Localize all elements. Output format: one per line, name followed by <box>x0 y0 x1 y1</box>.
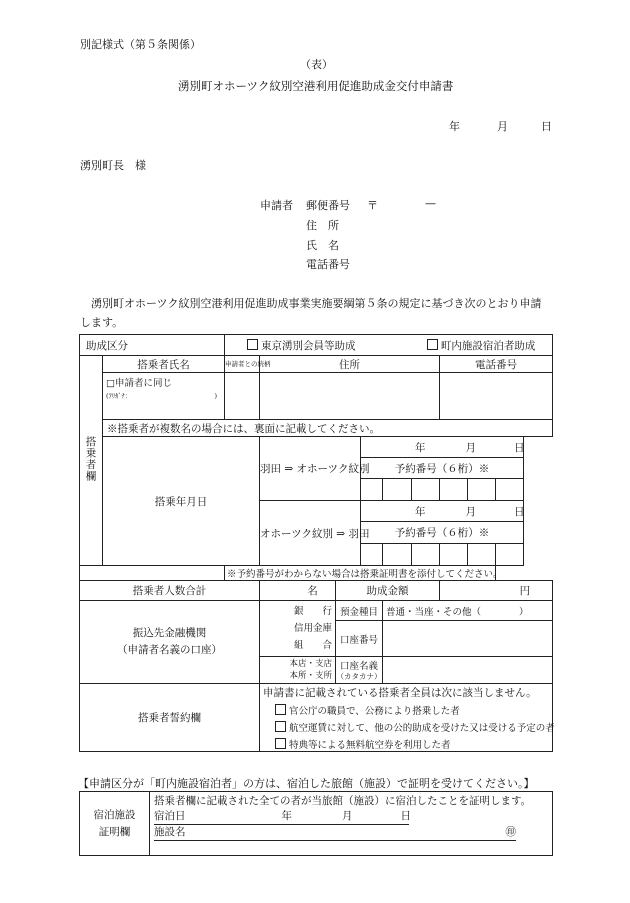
relation-cell[interactable] <box>225 373 260 420</box>
grant-amount-cell[interactable]: 円 <box>440 581 553 601</box>
deposit-type-value[interactable]: 普通・当座・その他（ ） <box>383 601 553 621</box>
grant-amount-label: 助成金額 <box>336 581 440 601</box>
checkbox[interactable] <box>275 738 286 749</box>
reservation-note: ※予約番号がわからない場合は搭乗証明書を添付してください。 <box>225 566 496 581</box>
application-table <box>79 334 553 752</box>
outbound-reservation-digit[interactable] <box>468 479 496 501</box>
address-label: 住 所 <box>306 219 339 232</box>
facility-name-field[interactable]: 施設名 ㊞ <box>154 825 516 841</box>
outbound-reservation-digit[interactable] <box>412 479 440 501</box>
postal-dash: — <box>425 197 436 210</box>
date-day: 日 <box>541 120 552 133</box>
same-as-applicant[interactable]: □申請者に同じ <box>106 378 172 389</box>
checkbox[interactable] <box>427 339 438 350</box>
stay-date-field[interactable]: 宿泊日 年 月 日 <box>154 809 409 825</box>
outbound-reservation-label: 予約番号（６桁）※ <box>361 458 524 479</box>
return-reservation-digit[interactable] <box>468 544 496 566</box>
lodging-cert-cell <box>150 792 553 856</box>
passenger-count-label: 搭乗者人数合計 <box>80 581 260 601</box>
account-number-label: 口座番号 <box>336 621 383 657</box>
oath-label: 搭乗者誓約欄 <box>80 684 260 752</box>
bank-name-cell[interactable]: 銀 行 信用金庫 組 合 <box>260 601 336 657</box>
category-options <box>225 335 553 356</box>
page-title: 湧別町オホーツク紋別空港利用促進助成金交付申請書 <box>178 79 454 93</box>
applicant-label: 申請者 <box>260 199 293 212</box>
passenger-count-cell[interactable]: 名 <box>260 581 336 601</box>
checkbox[interactable] <box>275 721 286 732</box>
passenger-name-cell[interactable] <box>103 373 225 420</box>
form-side: （表） <box>300 58 333 71</box>
return-reservation-digit[interactable] <box>440 544 468 566</box>
route-outbound: 羽田 ⇒ オホーツク紋別 <box>260 437 361 501</box>
outbound-date[interactable]: 年 月 日 <box>361 437 524 458</box>
phone-header: 電話番号 <box>440 356 553 373</box>
outbound-reservation-digit[interactable] <box>383 479 412 501</box>
category-option-lodging[interactable]: 町内施設宿泊者助成 <box>427 340 536 352</box>
bank-label: 振込先金融機関 （申請者名義の口座） <box>80 601 260 684</box>
return-reservation-digit[interactable] <box>383 544 412 566</box>
outbound-reservation-digit[interactable] <box>361 479 383 501</box>
intro-text: 湧別町オホーツク紋別空港利用促進助成事業実施要綱第５条の規定に基づき次のとおり申請します。 <box>80 297 542 329</box>
checkbox[interactable] <box>247 339 258 350</box>
seal-mark: ㊞ <box>505 826 516 838</box>
oath-item[interactable]: 航空運賃に対して、他の公的助成を受けた又は受ける予定の者 <box>275 720 549 734</box>
return-reservation-digit[interactable] <box>412 544 440 566</box>
lodging-label: 宿泊施設 証明欄 <box>80 792 150 856</box>
passenger-section-label: 搭乗者欄 <box>80 356 103 566</box>
date-month: 月 <box>497 120 508 133</box>
branch-cell[interactable]: 本店・支店 本所・支所 <box>260 657 336 684</box>
furigana-close: ) <box>214 392 217 400</box>
return-reservation-digit[interactable] <box>361 544 383 566</box>
oath-item[interactable]: 特典等による無料航空券を利用した者 <box>275 737 549 751</box>
category-label: 助成区分 <box>80 335 225 356</box>
addressee: 湧別町長 様 <box>80 159 146 172</box>
return-reservation-digit[interactable] <box>496 544 524 566</box>
account-holder-label: 口座名義 （カタカナ） <box>336 657 383 684</box>
passenger-name-header: 搭乗者氏名 <box>103 356 225 373</box>
account-holder-cell[interactable] <box>383 657 553 684</box>
account-number-cell[interactable] <box>383 621 553 657</box>
boarding-date-blank <box>80 566 225 581</box>
name-label: 氏 名 <box>306 239 339 252</box>
outbound-reservation-digit[interactable] <box>496 479 524 501</box>
outbound-reservation-digit[interactable] <box>440 479 468 501</box>
return-reservation-label: 予約番号（６桁）※ <box>361 522 524 544</box>
passenger-address-cell[interactable] <box>260 373 440 420</box>
return-date[interactable]: 年 月 日 <box>361 501 524 522</box>
multiple-passenger-note: ※搭乗者が複数名の場合には、裏面に記載してください。 <box>103 420 553 437</box>
passenger-phone-cell[interactable] <box>440 373 553 420</box>
checkbox[interactable] <box>275 704 286 715</box>
furigana-label: (ﾌﾘｶﾞﾅ： <box>106 392 132 400</box>
deposit-type-label: 預金種目 <box>336 601 383 621</box>
address-header: 住所 <box>260 356 440 373</box>
form-number: 別記様式（第５条関係） <box>80 38 201 51</box>
oath-intro: 申請書に記載されている搭乗者全員は次に該当しません。 <box>263 687 537 699</box>
oath-item[interactable]: 官公庁の職員で、公務により搭乗した者 <box>275 703 549 717</box>
category-option-tokyo[interactable]: 東京湧別会員等助成 <box>247 340 356 352</box>
date-year: 年 <box>449 120 460 133</box>
lodging-instruction: 【申請区分が「町内施設宿泊者」の方は、宿泊した旅館（施設）で証明を受けてください。】 <box>78 777 535 790</box>
relation-header: 申請者との続柄 <box>225 356 260 373</box>
oath-cell <box>260 684 553 752</box>
postal-mark: 〒 <box>367 199 378 212</box>
lodging-table <box>79 791 553 856</box>
postal-label: 郵便番号 <box>306 199 350 212</box>
phone-label: 電話番号 <box>306 258 350 271</box>
lodging-certify-text: 搭乗者欄に記載された全ての者が当旅館（施設）に宿泊したことを証明します。 <box>154 795 532 807</box>
route-return: オホーツク紋別 ⇒ 羽田 <box>260 501 361 566</box>
boarding-date-label: 搭乗年月日 <box>103 437 260 566</box>
